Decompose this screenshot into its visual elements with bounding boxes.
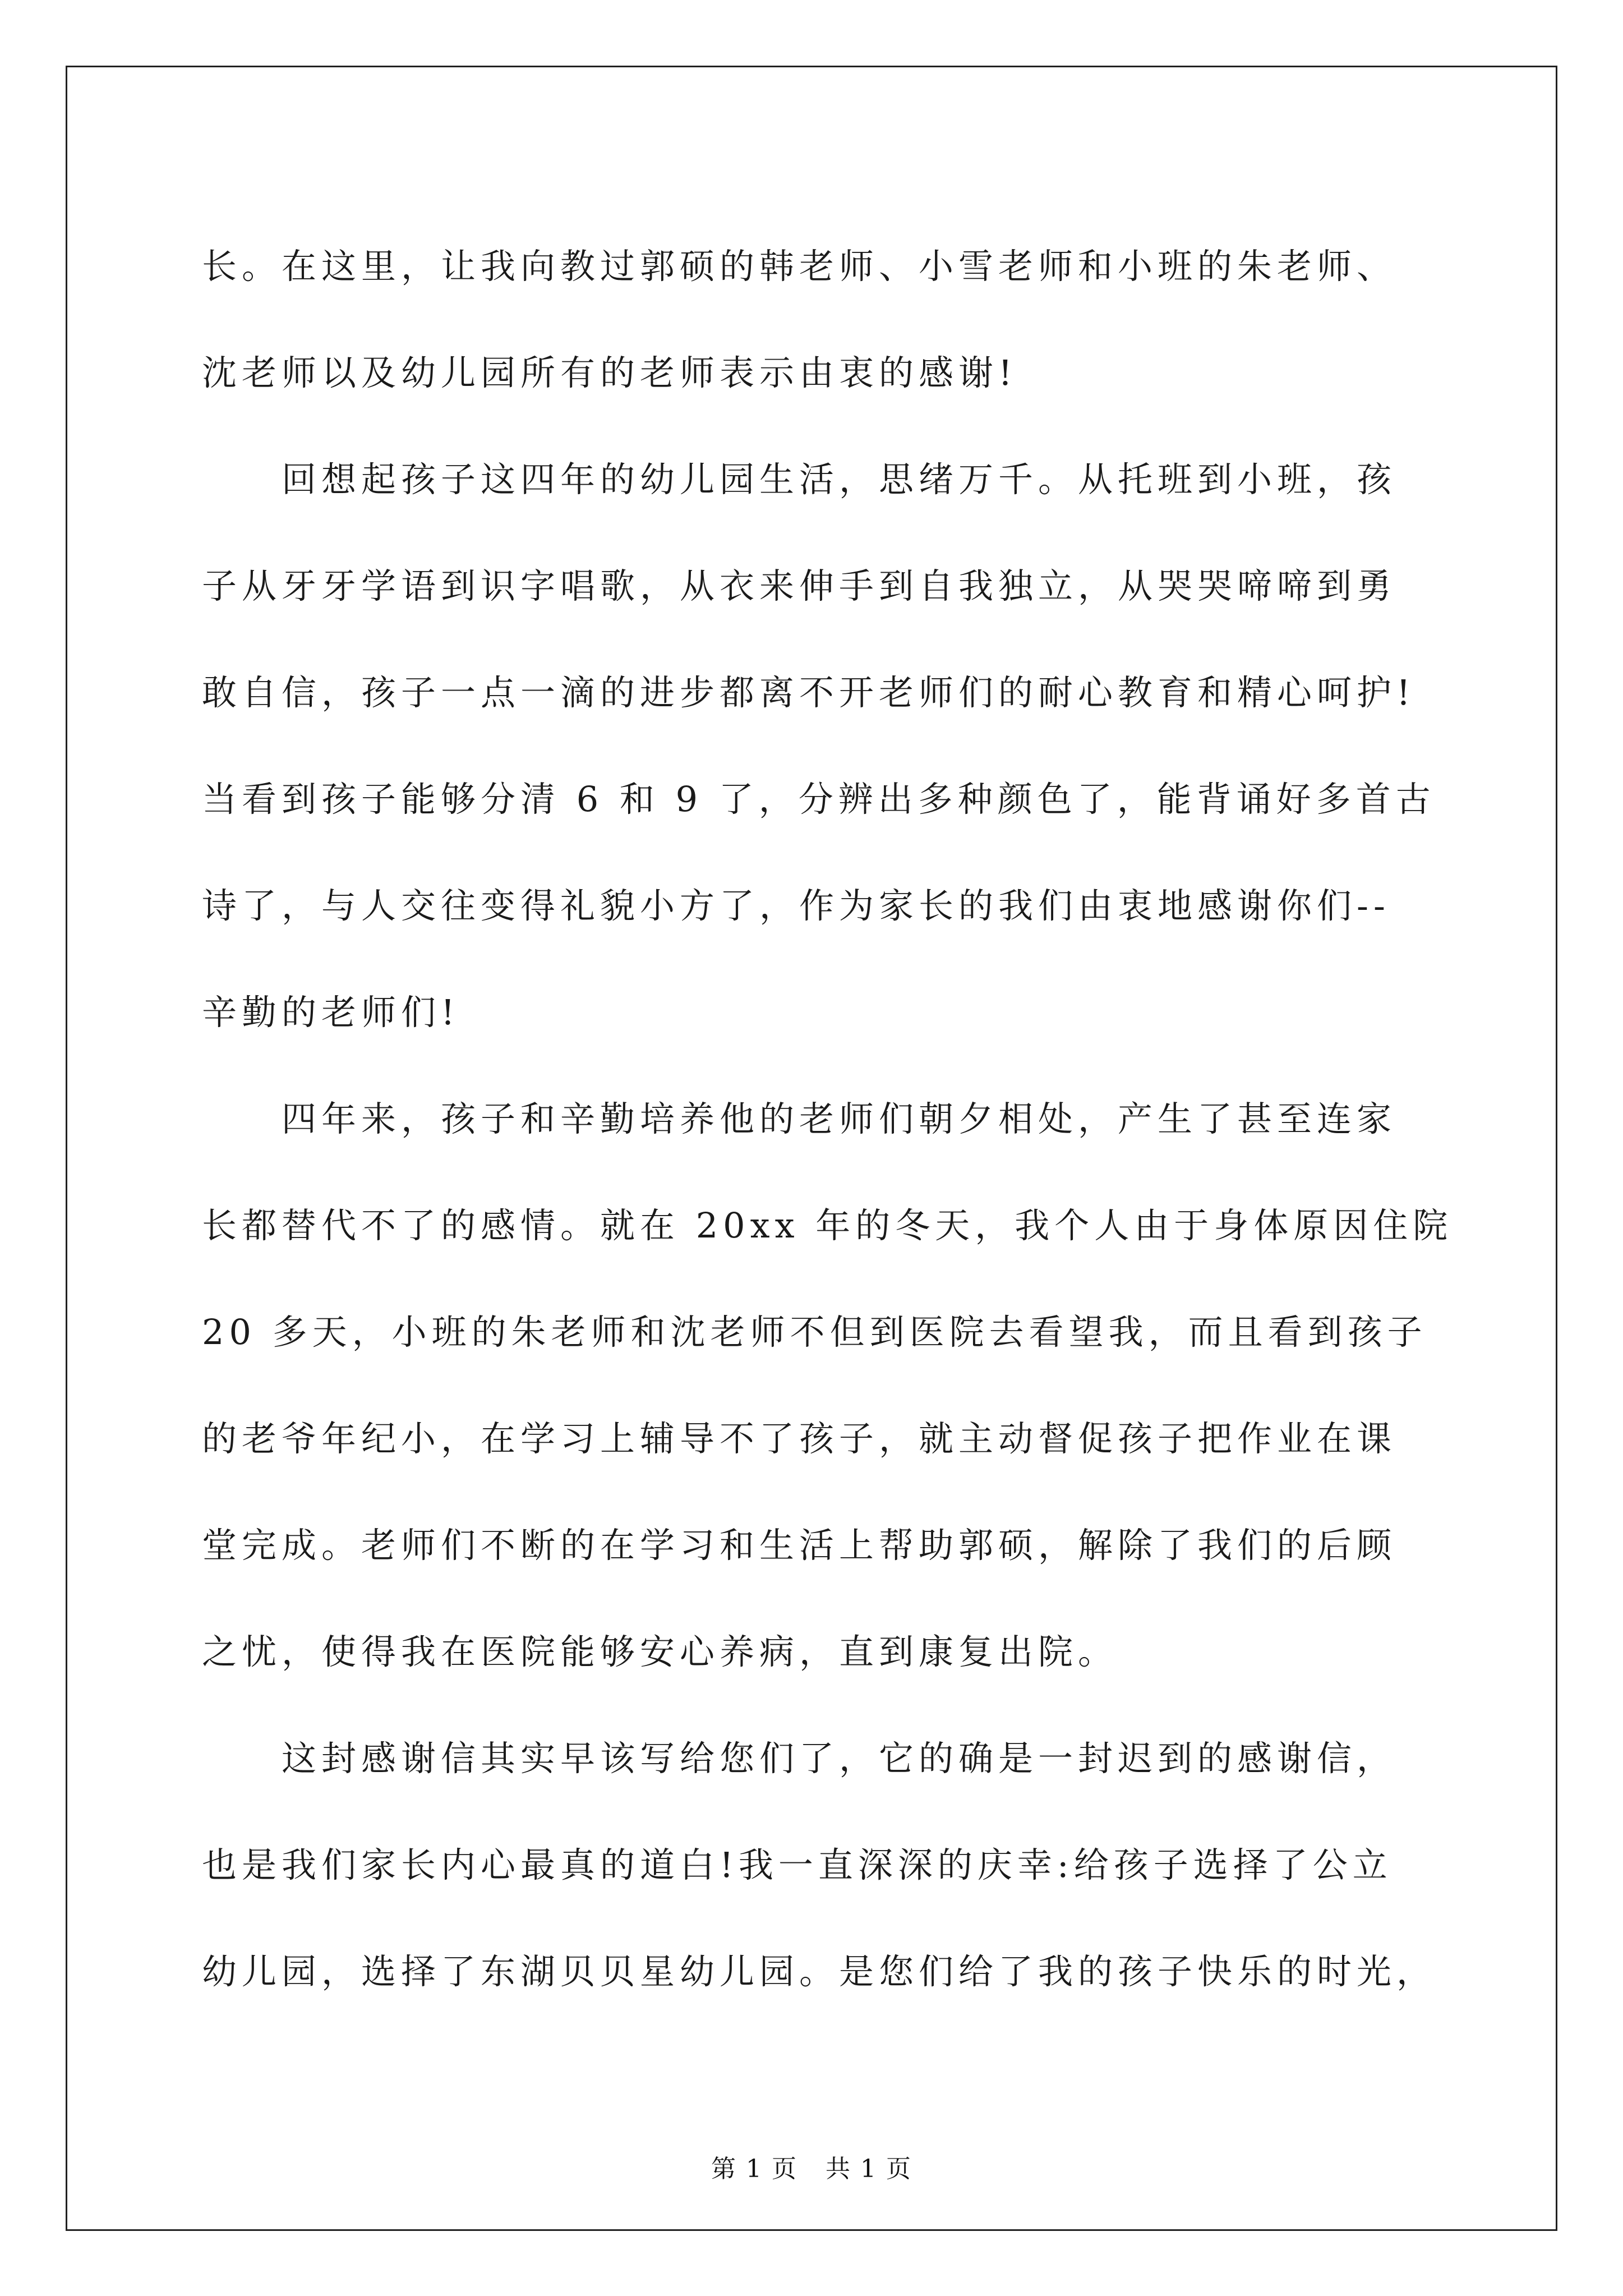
text-line: 也是我们家长内心最真的道白!我一直深深的庆幸:给孩子选择了公立 (202, 1844, 1393, 1885)
text-line: 的老爷年纪小，在学习上辅导不了孩子，就主动督促孩子把作业在课 (202, 1418, 1397, 1459)
text-line: 子从牙牙学语到识字唱歌，从衣来伸手到自我独立，从哭哭啼啼到勇 (202, 565, 1397, 606)
text-line: 当看到孩子能够分清 6 和 9 了，分辨出多种颜色了，能背诵好多首古 (202, 779, 1436, 820)
text-line: 长。在这里，让我向教过郭硕的韩老师、小雪老师和小班的朱老师、 (202, 246, 1397, 287)
text-line: 敢自信，孩子一点一滴的进步都离不开老师们的耐心教育和精心呵护! (202, 672, 1415, 713)
page-footer (0, 2148, 1623, 2184)
text-line: 幼儿园，选择了东湖贝贝星幼儿园。是您们给了我的孩子快乐的时光， (202, 1951, 1437, 1992)
page-number-current: 第 1 页 (711, 2155, 797, 2183)
page-number-total: 共 1 页 (826, 2155, 912, 2183)
text-line: 沈老师以及幼儿园所有的老师表示由衷的感谢! (202, 352, 1017, 393)
text-line: 诗了，与人交往变得礼貌小方了，作为家长的我们由衷地感谢你们-- (202, 885, 1390, 926)
text-line: 辛勤的老师们! (202, 992, 460, 1033)
text-line: 长都替代不了的感情。就在 20xx 年的冬天，我个人由于身体原因住院 (202, 1205, 1453, 1246)
document-body (202, 213, 1453, 2025)
text-line: 回想起孩子这四年的幼儿园生活，思绪万千。从托班到小班，孩 (282, 459, 1397, 500)
text-line: 之忧，使得我在医院能够安心养病，直到康复出院。 (202, 1631, 1118, 1672)
text-line: 这封感谢信其实早该写给您们了，它的确是一封迟到的感谢信， (282, 1738, 1397, 1779)
text-line: 20 多天，小班的朱老师和沈老师不但到医院去看望我，而且看到孩子 (202, 1312, 1427, 1352)
text-line: 堂完成。老师们不断的在学习和生活上帮助郭硕，解除了我们的后顾 (202, 1525, 1397, 1566)
text-line: 四年来，孩子和辛勤培养他的老师们朝夕相处，产生了甚至连家 (282, 1098, 1397, 1139)
